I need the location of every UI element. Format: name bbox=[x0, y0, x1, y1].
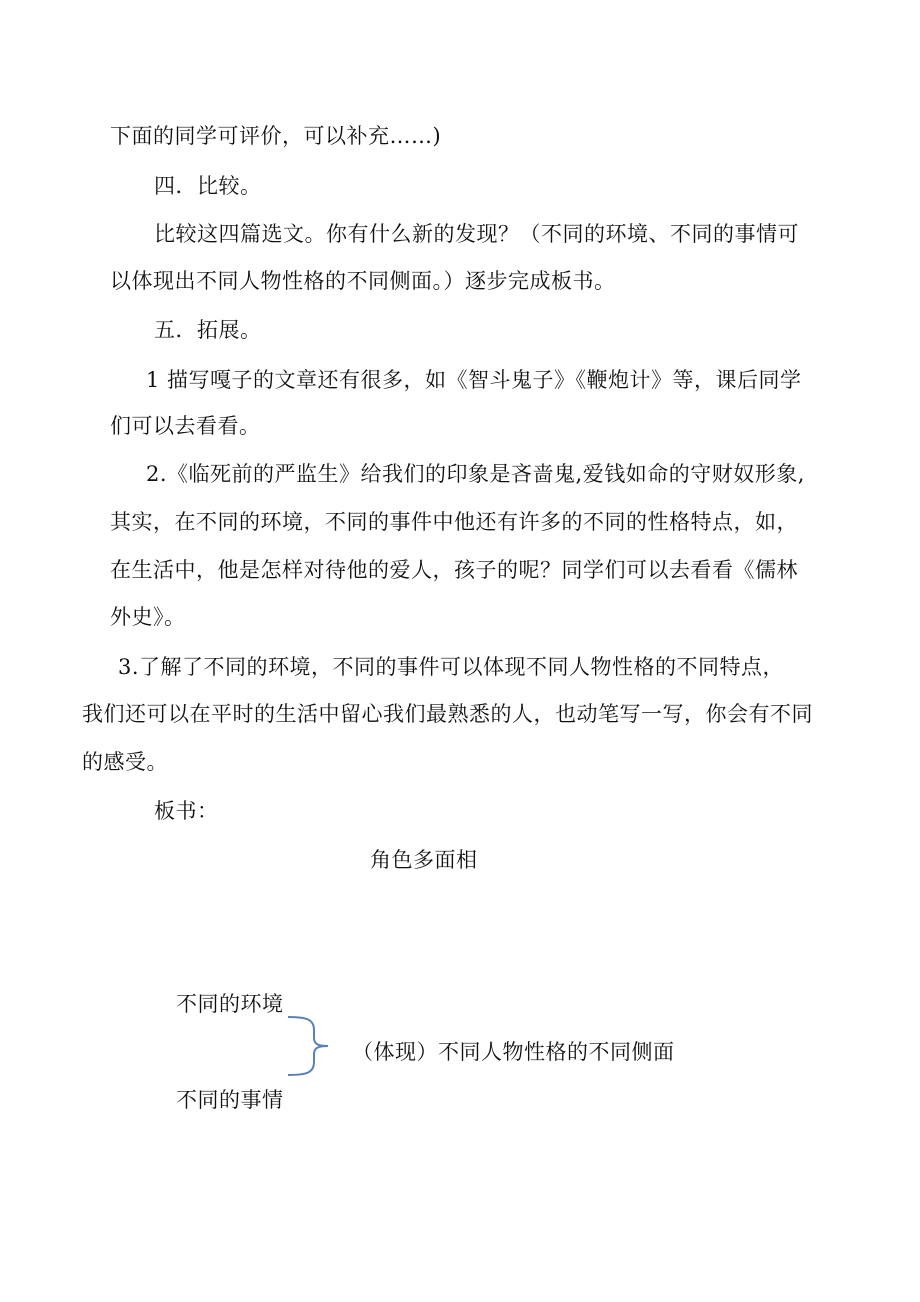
list-item-1-continued: 们可以去看看。 bbox=[110, 414, 261, 438]
list-item-2-continued: 其实，在不同的环境，不同的事件中他还有许多的不同的性格特点，如， bbox=[110, 510, 798, 534]
paragraph-line: 下面的同学可评价，可以补充……) bbox=[110, 124, 442, 148]
list-item-3-continued: 我们还可以在平时的生活中留心我们最熟悉的人，也动笔写一写，你会有不同 bbox=[82, 702, 813, 726]
paragraph-line: 以体现出不同人物性格的不同侧面。）逐步完成板书。 bbox=[110, 269, 616, 293]
list-item-2: 2.《临死前的严监生》给我们的印象是吝啬鬼,爱钱如命的守财奴形象, bbox=[146, 462, 805, 486]
section-heading-compare: 四．比较。 bbox=[154, 174, 262, 198]
board-result: （体现）不同人物性格的不同侧面 bbox=[352, 1040, 675, 1064]
list-item-2-continued: 外史》。 bbox=[110, 605, 186, 629]
board-title: 角色多面相 bbox=[370, 848, 478, 872]
curly-brace-icon bbox=[286, 1014, 342, 1078]
board-left-top: 不同的环境 bbox=[176, 992, 284, 1016]
list-item-3-continued: 的感受。 bbox=[82, 750, 168, 774]
paragraph-line: 比较这四篇选文。你有什么新的发现？（不同的环境、不同的事情可 bbox=[154, 222, 799, 246]
list-item-1: 1 描写嘎子的文章还有很多，如《智斗鬼子》《鞭炮计》等，课后同学 bbox=[146, 368, 802, 392]
section-heading-extend: 五．拓展。 bbox=[154, 318, 262, 342]
board-left-bottom: 不同的事情 bbox=[176, 1088, 284, 1112]
list-item-2-continued: 在生活中，他是怎样对待他的爱人，孩子的呢？同学们可以去看看《儒林 bbox=[110, 558, 798, 582]
list-item-3: 3.了解了不同的环境，不同的事件可以体现不同人物性格的不同特点， bbox=[118, 655, 785, 679]
board-label: 板书： bbox=[154, 799, 219, 823]
